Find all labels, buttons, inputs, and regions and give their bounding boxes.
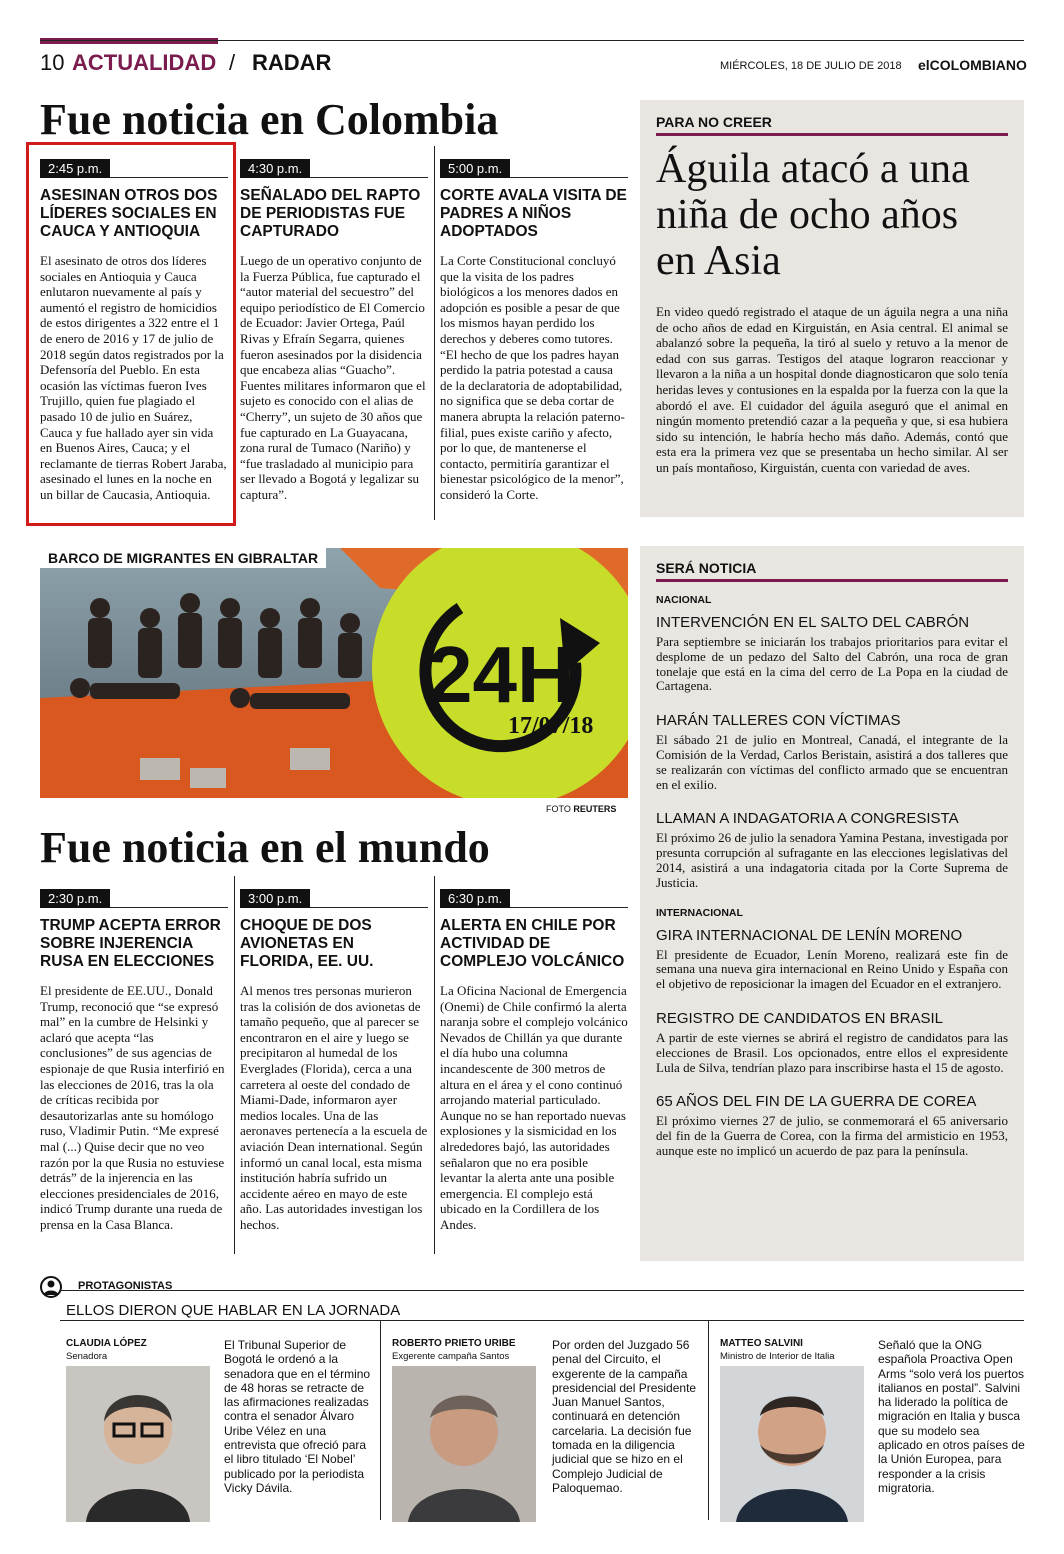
protagonist-name: ROBERTO PRIETO URIBE (392, 1338, 516, 1349)
colombia-story-3 (440, 158, 628, 503)
story-time: 6:30 p.m. (440, 889, 510, 908)
news-item (640, 810, 1024, 890)
subsection-title: RADAR (252, 50, 332, 75)
story-body: El presidente de EE.UU., Donald Trump, reconoció que “se expresó mal” en la cumbre de Helsinki y aclaró que acepta “las conclusiones” de sus agencias de espionaje de que Rusia interfirió en las elecciones de 2016, tras la ola de críticas recibida por desautorizarlas ante su homólogo ruso, Vladimir Putin. “Me expresé mal (...) Quise decir que no veo razón por la que Rusia no estuviese detrás” de la injerencia en las elecciones presidenciales de 2016, indicó Trump durante una rueda de prensa en la Casa Blanca. (40, 983, 225, 1232)
protagonistas-subtitle: ELLOS DIERON QUE HABLAR EN LA JORNADA (66, 1302, 401, 1319)
mundo-story-3 (440, 888, 628, 1233)
protagonist-photo-art (66, 1366, 210, 1522)
story-time: 2:30 p.m. (40, 889, 110, 908)
brand-logo: elCOLOMBIANO (918, 57, 1027, 73)
para-no-creer-body: En video quedó registrado el ataque de un águila negra a una niña de ocho años de edad en Kirguistán, en Asia central. El animal se abalanzó sobre la pequeña, la tiró al suelo y retuvo a la menor de edad con sus garras. Testigos del ataque lograron reaccionar y llevaron a la niña a un hospital donde diagnosticaron que solo tenía heridas leves y contusiones en la espalda por la fuerza con la que la abordó el ave. El cuidador del águila aseguró que el animal en ningún momento pretendió cazar a la pequeña y que, si esa hubiera sido su intención, le habría hecho más daño. Además, contó que esta era la primera vez que se presentaba un hecho similar. Al ser un país montañoso, Kirguistán, cuenta con variedad de aves. (656, 304, 1008, 475)
colombia-section-title: Fue noticia en Colombia (40, 95, 499, 144)
section-separator: / (229, 50, 236, 75)
story-body: El asesinato de otros dos líderes sociales en Antioquia y Cauca enlutaron nuevamente al país y aumentó el registro de homicidios de estos dirigentes a 322 entre el 1 de enero de 2016 y 17 de julio de 2018 según datos registrados por la Defensoría del Pueblo. En esta ocasión las víctimas fueron Ives Trujillo, quien fue plagiado el pasado 10 de julio en Suárez, Cauca y fue hallado ayer sin vida en Buenos Aires, Cauca; y el reclamante de tierras Robert Jaraba, asesinado el lunes en la noche en un billar de Caucasia, Antioquia. (40, 253, 227, 502)
protagonist-photo (66, 1366, 210, 1522)
sera-noticia-panel (640, 546, 1024, 1261)
badge-24h: 24H (428, 630, 575, 719)
news-body: El próximo viernes 27 de julio, se conmemorará el 65 aniversario del fin de la Guerra de Corea, con la firma del armisticio en 1953, aunque este no implicó un acuerdo de paz para la península. (656, 1113, 1008, 1158)
protagonist-divider (380, 1320, 381, 1520)
story-headline: CHOQUE DE DOS AVIONETAS EN FLORIDA, EE. UU. (240, 917, 374, 970)
news-headline: INTERVENCIÓN EN EL SALTO DEL CABRÓN (656, 614, 970, 631)
person-icon-art (42, 1278, 60, 1296)
story-headline: ALERTA EN CHILE POR ACTIVIDAD DE COMPLEJO VOLCÁNICO (440, 917, 625, 970)
protagonist-photo-art (720, 1366, 864, 1522)
news-body: El presidente de Ecuador, Lenín Moreno, realizará este fin de semana una nueva gira internacional en Reino Unido y España con el objetivo de reposicionar la imagen del Ecuador en el extranjero. (656, 946, 1008, 992)
column-divider (234, 876, 235, 1254)
protagonistas-subtitle-rule (60, 1320, 1024, 1321)
highlight-box (26, 142, 236, 526)
photo-credit-prefix: FOTO (546, 804, 571, 814)
protagonist-divider (708, 1320, 709, 1520)
story-headline: CORTE AVALA VISITA DE PADRES A NIÑOS ADOPTADOS (440, 187, 627, 240)
protagonistas-rule (60, 1290, 1024, 1291)
news-item (640, 614, 1024, 694)
protagonistas-label: PROTAGONISTAS (78, 1280, 173, 1292)
mundo-story-2 (240, 888, 428, 1233)
story-body: Luego de un operativo conjunto de la Fuerza Pública, fue capturado el “autor material del secuestro” del equipo periodístico de El Comercio de Ecuador: Javier Ortega, Paúl Rivas y Efraín Segarra, quienes fueron asesinados por la disidencia que encabeza alias “Guacho”. Fuentes militares informaron que el sujeto es conocido con el alias de “Cherry”, un sujeto de 30 años que fue capturado en La Guayacana, zona rural de Tumaco (Nariño) y “fue trasladado al municipio para ser llevado a Bogotá y legalizar su captura”. (240, 253, 426, 502)
news-body: El sábado 21 de julio en Montreal, Canadá, el integrante de la Comisión de la Verdad, Carlos Beristain, asistirá a dos talleres que se realizarán con víctimas del conflicto armado que se encuentran en el exilio. (656, 732, 1008, 792)
story-body: La Corte Constitucional concluyó que la visita de los padres biológicos a los menores dados en adopción es posible a pesar de que los mismos hayan perdido los derechos y deberes como tutores. “El hecho de que los padres hayan perdido la patria potestad a causa de la declaratoria de adoptabilidad, no significa que se deba cortar de manera abrupta la relación paterno-filial, pues existe cariño y afecto, por lo que, de mantenerse el contacto, permitiría garantizar el bienestar psicológico de la menor”, consideró la Corte. (440, 253, 625, 502)
protagonist-text: Señaló que la ONG española Proactiva Open Arms “solo verá los puertos italianos en postal”. Salvini ha liderado la política de migración en Italia y busca que su modelo sea aplicado en otros países de la Unión Europea, para responder a la crisis migratoria. (878, 1338, 1025, 1495)
colombia-story-2 (240, 158, 428, 503)
para-no-creer-title: Águila atacó a una niña de ocho años en Asia (656, 146, 970, 284)
news-body: El próximo 26 de julio la senadora Yamina Pestana, investigada por presunta corrupción al sufragante en las elecciones legislativas del 2014, asistirá a una indagatoria citada por la Corte Suprema de Justicia. (656, 830, 1008, 890)
news-body: A partir de este viernes se abrirá el registro de candidatos para las elecciones de Brasil. Los opcionados, entre ellos el expresidente Lula de Silva, tendrían plazo para inscribirse hasta el 15 de agosto. (656, 1029, 1008, 1075)
protagonist-text: Por orden del Juzgado 56 penal del Circuito, el exgerente de la campaña presidencial del Presidente Juan Manuel Santos, continuará en detención carcelaria. La decisión fue tomada en la diligencia judicial que se hizo en el Complejo Judicial de Paloquemao. (552, 1338, 697, 1495)
panel-rule (656, 579, 1008, 582)
news-headline: 65 AÑOS DEL FIN DE LA GUERRA DE COREA (656, 1093, 977, 1111)
protagonist-role: Ministro de Interior de Italia (720, 1351, 835, 1362)
news-headline: REGISTRO DE CANDIDATOS EN BRASIL (656, 1009, 943, 1027)
protagonist-photo (392, 1366, 536, 1522)
para-no-creer-label: PARA NO CREER (656, 114, 772, 130)
para-no-creer-panel (640, 100, 1024, 517)
page-number: 10 (40, 50, 65, 75)
news-body: Para septiembre se iniciarán los trabajos prioritarios para evitar el desplome de un pedazo del Salto del Cabrón, una roca de gran tonelaje que está en la cima del cerro de La Popa en la ciudad de Cartagena. (656, 634, 1008, 694)
news-headline: GIRA INTERNACIONAL DE LENÍN MORENO (656, 926, 963, 944)
story-headline: SEÑALADO DEL RAPTO DE PERIODISTAS FUE CAPTURADO (240, 187, 421, 240)
header-accent-bar (40, 38, 218, 44)
photo-credit (546, 804, 616, 814)
section-title: ACTUALIDAD (72, 50, 217, 75)
story-time: 4:30 p.m. (240, 159, 310, 178)
protagonist-role: Exgerente campaña Santos (392, 1351, 510, 1362)
sera-noticia-label: SERÁ NOTICIA (656, 560, 757, 576)
mundo-section-title: Fue noticia en el mundo (40, 823, 490, 872)
internacional-label: INTERNACIONAL (656, 906, 743, 919)
column-divider (434, 876, 435, 1254)
protagonist-photo-art (392, 1366, 536, 1522)
protagonist-photo (720, 1366, 864, 1522)
photo-credit-source: REUTERS (573, 804, 617, 814)
story-headline: ASESINAN OTROS DOS LÍDERES SOCIALES EN CAUCA Y ANTIOQUIA (40, 187, 218, 240)
news-item (640, 1093, 1024, 1158)
issue-date: MIÉRCOLES, 18 DE JULIO DE 2018 (720, 60, 902, 72)
news-item (640, 927, 1024, 992)
photo-label: BARCO DE MIGRANTES EN GIBRALTAR (40, 548, 326, 568)
news-item (640, 1010, 1024, 1075)
story-body: Al menos tres personas murieron tras la colisión de dos avionetas de tamaño pequeño, que al parecer se encontraron en el aire y luego se precipitaron al humedal de los Everglades (Florida), cerca a una carretera al oeste del condado de Miami-Dade, informaron ayer medios locales. Una de las aeronaves pertenecía a la escuela de aviación Dean international. Según informó un canal local, esta misma institución habría sufrido un accidente aéreo en mayo de este año. Las autoridades investigan los hechos. (240, 983, 428, 1232)
mundo-story-1 (40, 888, 228, 1233)
protagonist-name: MATTEO SALVINI (720, 1338, 803, 1349)
news-item (640, 712, 1024, 792)
protagonist-name: CLAUDIA LÓPEZ (66, 1338, 147, 1349)
person-icon (40, 1276, 62, 1298)
column-divider (434, 146, 435, 520)
story-body: La Oficina Nacional de Emergencia (Onemi) de Chile confirmó la alerta naranja sobre el complejo volcánico Nevados de Chillán ya que durante el día hubo una columna incandescente de 300 metros de altura en el área y el cono continuó arrojando material particulado. Aunque no se han reportado nuevas explosiones y la sismicidad en los alrededores bajó, las autoridades señalaron que no era posible levantar la alerta ante una posible emergencia. El complejo está ubicado en la Cordillera de los Andes. (440, 983, 628, 1232)
badge-date: 17/07/18 (508, 713, 594, 739)
header-rule (40, 40, 1024, 41)
nacional-label: NACIONAL (656, 594, 712, 606)
story-time: 3:00 p.m. (240, 889, 310, 908)
story-time: 5:00 p.m. (440, 159, 510, 178)
protagonist-role: Senadora (66, 1351, 108, 1362)
news-headline: HARÁN TALLERES CON VÍCTIMAS (656, 712, 901, 730)
news-headline: LLAMAN A INDAGATORIA A CONGRESISTA (656, 810, 959, 828)
story-time: 2:45 p.m. (40, 159, 110, 178)
story-headline: TRUMP ACEPTA ERROR SOBRE INJERENCIA RUSA EN ELECCIONES (40, 917, 221, 970)
protagonist-text: El Tribunal Superior de Bogotá le ordenó a la senadora que en el término de 48 horas se retracte de las afirmaciones realizadas contra el senador Álvaro Uribe Vélez en una entrevista que ofreció para el libro titulado ‘El Nobel’ publicado por la periodista Vicky Dávila. (224, 1338, 371, 1495)
